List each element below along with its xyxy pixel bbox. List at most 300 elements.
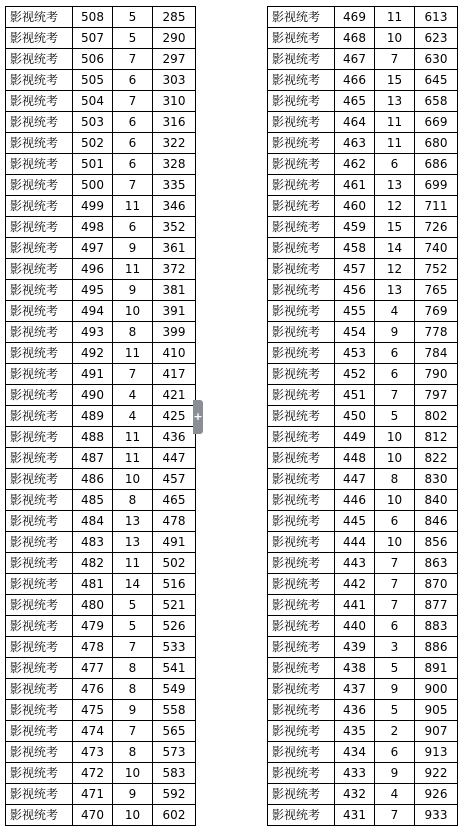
score-cell: 437 — [335, 679, 375, 700]
count-cell: 6 — [375, 364, 415, 385]
score-cell: 446 — [335, 490, 375, 511]
category-cell: 影视统考 — [6, 469, 73, 490]
count-cell: 5 — [113, 28, 153, 49]
table-row — [268, 112, 458, 133]
table-row — [6, 553, 196, 574]
category-cell: 影视统考 — [6, 28, 73, 49]
score-cell: 447 — [335, 469, 375, 490]
count-cell: 7 — [113, 364, 153, 385]
score-cell: 488 — [73, 427, 113, 448]
cumulative-cell: 521 — [153, 595, 196, 616]
category-cell: 影视统考 — [268, 574, 335, 595]
cumulative-cell: 421 — [153, 385, 196, 406]
score-cell: 450 — [335, 406, 375, 427]
score-cell: 476 — [73, 679, 113, 700]
table-row — [268, 91, 458, 112]
category-cell: 影视统考 — [268, 364, 335, 385]
category-cell: 影视统考 — [6, 406, 73, 427]
table-row — [6, 742, 196, 763]
table-row — [6, 511, 196, 532]
count-cell: 9 — [375, 679, 415, 700]
category-cell: 影视统考 — [6, 427, 73, 448]
count-cell: 8 — [113, 742, 153, 763]
cumulative-cell: 856 — [415, 532, 458, 553]
cumulative-cell: 922 — [415, 763, 458, 784]
score-cell: 477 — [73, 658, 113, 679]
category-cell: 影视统考 — [6, 700, 73, 721]
table-row — [6, 700, 196, 721]
count-cell: 6 — [113, 154, 153, 175]
score-cell: 497 — [73, 238, 113, 259]
table-row — [6, 7, 196, 28]
count-cell: 9 — [113, 784, 153, 805]
category-cell: 影视统考 — [268, 721, 335, 742]
score-cell: 458 — [335, 238, 375, 259]
count-cell: 5 — [375, 406, 415, 427]
score-cell: 503 — [73, 112, 113, 133]
score-cell: 462 — [335, 154, 375, 175]
category-cell: 影视统考 — [6, 7, 73, 28]
count-cell: 5 — [113, 616, 153, 637]
cumulative-cell: 870 — [415, 574, 458, 595]
table-row — [6, 805, 196, 826]
score-cell: 438 — [335, 658, 375, 679]
category-cell: 影视统考 — [6, 784, 73, 805]
table-row — [268, 574, 458, 595]
count-cell: 6 — [113, 217, 153, 238]
category-cell: 影视统考 — [6, 91, 73, 112]
cumulative-cell: 790 — [415, 364, 458, 385]
expand-icon[interactable]: + — [193, 400, 203, 434]
count-cell: 7 — [375, 805, 415, 826]
table-row — [268, 532, 458, 553]
category-cell: 影视统考 — [268, 217, 335, 238]
cumulative-cell: 740 — [415, 238, 458, 259]
count-cell: 4 — [113, 385, 153, 406]
cumulative-cell: 784 — [415, 343, 458, 364]
count-cell: 10 — [375, 532, 415, 553]
count-cell: 7 — [113, 91, 153, 112]
score-cell: 496 — [73, 259, 113, 280]
table-row — [268, 217, 458, 238]
table-row — [268, 616, 458, 637]
score-cell: 443 — [335, 553, 375, 574]
cumulative-cell: 592 — [153, 784, 196, 805]
category-cell: 影视统考 — [268, 196, 335, 217]
category-cell: 影视统考 — [268, 742, 335, 763]
count-cell: 10 — [113, 763, 153, 784]
score-cell: 457 — [335, 259, 375, 280]
category-cell: 影视统考 — [6, 238, 73, 259]
score-cell: 440 — [335, 616, 375, 637]
category-cell: 影视统考 — [268, 448, 335, 469]
score-cell: 469 — [335, 7, 375, 28]
table-row — [6, 49, 196, 70]
category-cell: 影视统考 — [6, 154, 73, 175]
score-cell: 486 — [73, 469, 113, 490]
category-cell: 影视统考 — [6, 532, 73, 553]
count-cell: 10 — [113, 301, 153, 322]
count-cell: 9 — [113, 280, 153, 301]
cumulative-cell: 913 — [415, 742, 458, 763]
category-cell: 影视统考 — [6, 595, 73, 616]
cumulative-cell: 840 — [415, 490, 458, 511]
category-cell: 影视统考 — [268, 49, 335, 70]
score-cell: 453 — [335, 343, 375, 364]
cumulative-cell: 863 — [415, 553, 458, 574]
category-cell: 影视统考 — [268, 784, 335, 805]
table-row — [268, 175, 458, 196]
cumulative-cell: 905 — [415, 700, 458, 721]
count-cell: 11 — [113, 259, 153, 280]
cumulative-cell: 328 — [153, 154, 196, 175]
table-row — [6, 637, 196, 658]
score-cell: 492 — [73, 343, 113, 364]
score-cell: 467 — [335, 49, 375, 70]
category-cell: 影视统考 — [6, 301, 73, 322]
score-cell: 470 — [73, 805, 113, 826]
table-row — [268, 238, 458, 259]
category-cell: 影视统考 — [6, 658, 73, 679]
category-cell: 影视统考 — [6, 280, 73, 301]
table-row — [6, 259, 196, 280]
count-cell: 7 — [113, 721, 153, 742]
table-row — [6, 763, 196, 784]
category-cell: 影视统考 — [268, 385, 335, 406]
score-cell: 454 — [335, 322, 375, 343]
cumulative-cell: 465 — [153, 490, 196, 511]
category-cell: 影视统考 — [6, 343, 73, 364]
score-cell: 442 — [335, 574, 375, 595]
table-row — [6, 154, 196, 175]
category-cell: 影视统考 — [268, 238, 335, 259]
cumulative-cell: 877 — [415, 595, 458, 616]
table-row — [6, 91, 196, 112]
count-cell: 6 — [375, 154, 415, 175]
count-cell: 6 — [113, 112, 153, 133]
category-cell: 影视统考 — [268, 511, 335, 532]
count-cell: 5 — [375, 700, 415, 721]
table-row — [268, 70, 458, 91]
count-cell: 9 — [113, 700, 153, 721]
table-row — [6, 196, 196, 217]
table-row — [6, 427, 196, 448]
score-cell: 489 — [73, 406, 113, 427]
table-row — [268, 196, 458, 217]
count-cell: 7 — [113, 49, 153, 70]
category-cell: 影视统考 — [268, 700, 335, 721]
table-row — [6, 133, 196, 154]
category-cell: 影视统考 — [268, 70, 335, 91]
category-cell: 影视统考 — [6, 721, 73, 742]
category-cell: 影视统考 — [6, 196, 73, 217]
table-row — [268, 406, 458, 427]
count-cell: 9 — [375, 763, 415, 784]
table-row — [6, 595, 196, 616]
score-table-left — [5, 6, 196, 826]
category-cell: 影视统考 — [268, 616, 335, 637]
cumulative-cell: 900 — [415, 679, 458, 700]
score-cell: 487 — [73, 448, 113, 469]
table-row — [268, 7, 458, 28]
cumulative-cell: 457 — [153, 469, 196, 490]
cumulative-cell: 558 — [153, 700, 196, 721]
table-row — [268, 427, 458, 448]
score-cell: 465 — [335, 91, 375, 112]
count-cell: 4 — [113, 406, 153, 427]
category-cell: 影视统考 — [268, 259, 335, 280]
cumulative-cell: 623 — [415, 28, 458, 49]
table-row — [268, 553, 458, 574]
count-cell: 10 — [375, 448, 415, 469]
count-cell: 9 — [375, 322, 415, 343]
cumulative-cell: 290 — [153, 28, 196, 49]
count-cell: 8 — [113, 679, 153, 700]
table-row — [6, 784, 196, 805]
count-cell: 4 — [375, 301, 415, 322]
score-cell: 474 — [73, 721, 113, 742]
count-cell: 10 — [113, 805, 153, 826]
cumulative-cell: 822 — [415, 448, 458, 469]
cumulative-cell: 297 — [153, 49, 196, 70]
table-row — [268, 385, 458, 406]
category-cell: 影视统考 — [268, 469, 335, 490]
score-cell: 468 — [335, 28, 375, 49]
count-cell: 11 — [113, 196, 153, 217]
cumulative-cell: 686 — [415, 154, 458, 175]
count-cell: 12 — [375, 196, 415, 217]
category-cell: 影视统考 — [268, 805, 335, 826]
count-cell: 15 — [375, 70, 415, 91]
category-cell: 影视统考 — [268, 322, 335, 343]
category-cell: 影视统考 — [268, 406, 335, 427]
table-row — [268, 364, 458, 385]
count-cell: 7 — [113, 175, 153, 196]
cumulative-cell: 883 — [415, 616, 458, 637]
table-row — [268, 301, 458, 322]
category-cell: 影视统考 — [268, 637, 335, 658]
category-cell: 影视统考 — [6, 616, 73, 637]
cumulative-cell: 361 — [153, 238, 196, 259]
cumulative-cell: 711 — [415, 196, 458, 217]
cumulative-cell: 335 — [153, 175, 196, 196]
category-cell: 影视统考 — [6, 364, 73, 385]
cumulative-cell: 417 — [153, 364, 196, 385]
category-cell: 影视统考 — [268, 532, 335, 553]
category-cell: 影视统考 — [268, 343, 335, 364]
category-cell: 影视统考 — [6, 70, 73, 91]
table-row — [268, 805, 458, 826]
category-cell: 影视统考 — [6, 385, 73, 406]
score-cell: 466 — [335, 70, 375, 91]
count-cell: 8 — [113, 322, 153, 343]
category-cell: 影视统考 — [6, 511, 73, 532]
score-cell: 472 — [73, 763, 113, 784]
cumulative-cell: 891 — [415, 658, 458, 679]
cumulative-cell: 752 — [415, 259, 458, 280]
count-cell: 3 — [375, 637, 415, 658]
count-cell: 11 — [375, 7, 415, 28]
count-cell: 14 — [113, 574, 153, 595]
cumulative-cell: 303 — [153, 70, 196, 91]
score-cell: 436 — [335, 700, 375, 721]
score-cell: 456 — [335, 280, 375, 301]
category-cell: 影视统考 — [6, 448, 73, 469]
table-row — [6, 343, 196, 364]
category-cell: 影视统考 — [6, 259, 73, 280]
cumulative-cell: 907 — [415, 721, 458, 742]
category-cell: 影视统考 — [268, 28, 335, 49]
count-cell: 6 — [113, 70, 153, 91]
cumulative-cell: 602 — [153, 805, 196, 826]
score-cell: 490 — [73, 385, 113, 406]
score-cell: 475 — [73, 700, 113, 721]
score-cell: 441 — [335, 595, 375, 616]
cumulative-cell: 802 — [415, 406, 458, 427]
score-cell: 435 — [335, 721, 375, 742]
cumulative-cell: 381 — [153, 280, 196, 301]
score-cell: 452 — [335, 364, 375, 385]
count-cell: 5 — [113, 7, 153, 28]
cumulative-cell: 830 — [415, 469, 458, 490]
cumulative-cell: 285 — [153, 7, 196, 28]
category-cell: 影视统考 — [6, 175, 73, 196]
count-cell: 8 — [113, 490, 153, 511]
category-cell: 影视统考 — [6, 133, 73, 154]
category-cell: 影视统考 — [268, 658, 335, 679]
count-cell: 11 — [113, 553, 153, 574]
count-cell: 5 — [375, 658, 415, 679]
count-cell: 7 — [375, 49, 415, 70]
cumulative-cell: 658 — [415, 91, 458, 112]
category-cell: 影视统考 — [268, 679, 335, 700]
cumulative-cell: 372 — [153, 259, 196, 280]
cumulative-cell: 447 — [153, 448, 196, 469]
cumulative-cell: 778 — [415, 322, 458, 343]
table-row — [268, 700, 458, 721]
table-row — [6, 469, 196, 490]
table-row — [6, 385, 196, 406]
score-cell: 480 — [73, 595, 113, 616]
category-cell: 影视统考 — [6, 490, 73, 511]
count-cell: 13 — [113, 532, 153, 553]
score-cell: 461 — [335, 175, 375, 196]
cumulative-cell: 491 — [153, 532, 196, 553]
score-cell: 484 — [73, 511, 113, 532]
category-cell: 影视统考 — [268, 301, 335, 322]
category-cell: 影视统考 — [268, 91, 335, 112]
cumulative-cell: 669 — [415, 112, 458, 133]
score-cell: 506 — [73, 49, 113, 70]
category-cell: 影视统考 — [6, 637, 73, 658]
cumulative-cell: 541 — [153, 658, 196, 679]
cumulative-cell: 316 — [153, 112, 196, 133]
score-cell: 508 — [73, 7, 113, 28]
count-cell: 11 — [375, 112, 415, 133]
table-body-left — [6, 7, 196, 826]
score-cell: 500 — [73, 175, 113, 196]
count-cell: 12 — [375, 259, 415, 280]
score-cell: 481 — [73, 574, 113, 595]
score-cell: 439 — [335, 637, 375, 658]
count-cell: 7 — [375, 553, 415, 574]
score-cell: 501 — [73, 154, 113, 175]
count-cell: 7 — [113, 637, 153, 658]
cumulative-cell: 680 — [415, 133, 458, 154]
count-cell: 10 — [113, 469, 153, 490]
score-cell: 434 — [335, 742, 375, 763]
table-row — [6, 574, 196, 595]
count-cell: 7 — [375, 595, 415, 616]
score-table-right — [267, 6, 458, 826]
category-cell: 影视统考 — [268, 7, 335, 28]
table-row — [268, 511, 458, 532]
cumulative-cell: 583 — [153, 763, 196, 784]
count-cell: 8 — [375, 469, 415, 490]
cumulative-cell: 769 — [415, 301, 458, 322]
table-row — [6, 532, 196, 553]
table-row — [6, 448, 196, 469]
score-cell: 507 — [73, 28, 113, 49]
count-cell: 7 — [375, 385, 415, 406]
table-row — [6, 112, 196, 133]
score-cell: 505 — [73, 70, 113, 91]
cumulative-cell: 645 — [415, 70, 458, 91]
table-row — [268, 679, 458, 700]
table-row — [268, 28, 458, 49]
cumulative-cell: 322 — [153, 133, 196, 154]
table-row — [268, 595, 458, 616]
category-cell: 影视统考 — [268, 154, 335, 175]
category-cell: 影视统考 — [268, 175, 335, 196]
count-cell: 6 — [375, 616, 415, 637]
count-cell: 6 — [113, 133, 153, 154]
table-row — [6, 616, 196, 637]
cumulative-cell: 425 — [153, 406, 196, 427]
cumulative-cell: 630 — [415, 49, 458, 70]
count-cell: 6 — [375, 511, 415, 532]
category-cell: 影视统考 — [6, 742, 73, 763]
count-cell: 10 — [375, 427, 415, 448]
table-row — [268, 154, 458, 175]
score-cell: 499 — [73, 196, 113, 217]
table-row — [6, 658, 196, 679]
score-cell: 431 — [335, 805, 375, 826]
category-cell: 影视统考 — [6, 574, 73, 595]
category-cell: 影视统考 — [6, 49, 73, 70]
cumulative-cell: 391 — [153, 301, 196, 322]
cumulative-cell: 699 — [415, 175, 458, 196]
score-cell: 478 — [73, 637, 113, 658]
count-cell: 14 — [375, 238, 415, 259]
cumulative-cell: 886 — [415, 637, 458, 658]
count-cell: 11 — [113, 448, 153, 469]
count-cell: 13 — [375, 280, 415, 301]
score-cell: 482 — [73, 553, 113, 574]
score-cell: 433 — [335, 763, 375, 784]
table-row — [6, 721, 196, 742]
cumulative-cell: 765 — [415, 280, 458, 301]
cumulative-cell: 502 — [153, 553, 196, 574]
category-cell: 影视统考 — [268, 427, 335, 448]
score-cell: 471 — [73, 784, 113, 805]
table-row — [6, 322, 196, 343]
cumulative-cell: 516 — [153, 574, 196, 595]
table-row — [268, 658, 458, 679]
cumulative-cell: 565 — [153, 721, 196, 742]
table-row — [6, 679, 196, 700]
cumulative-cell: 613 — [415, 7, 458, 28]
